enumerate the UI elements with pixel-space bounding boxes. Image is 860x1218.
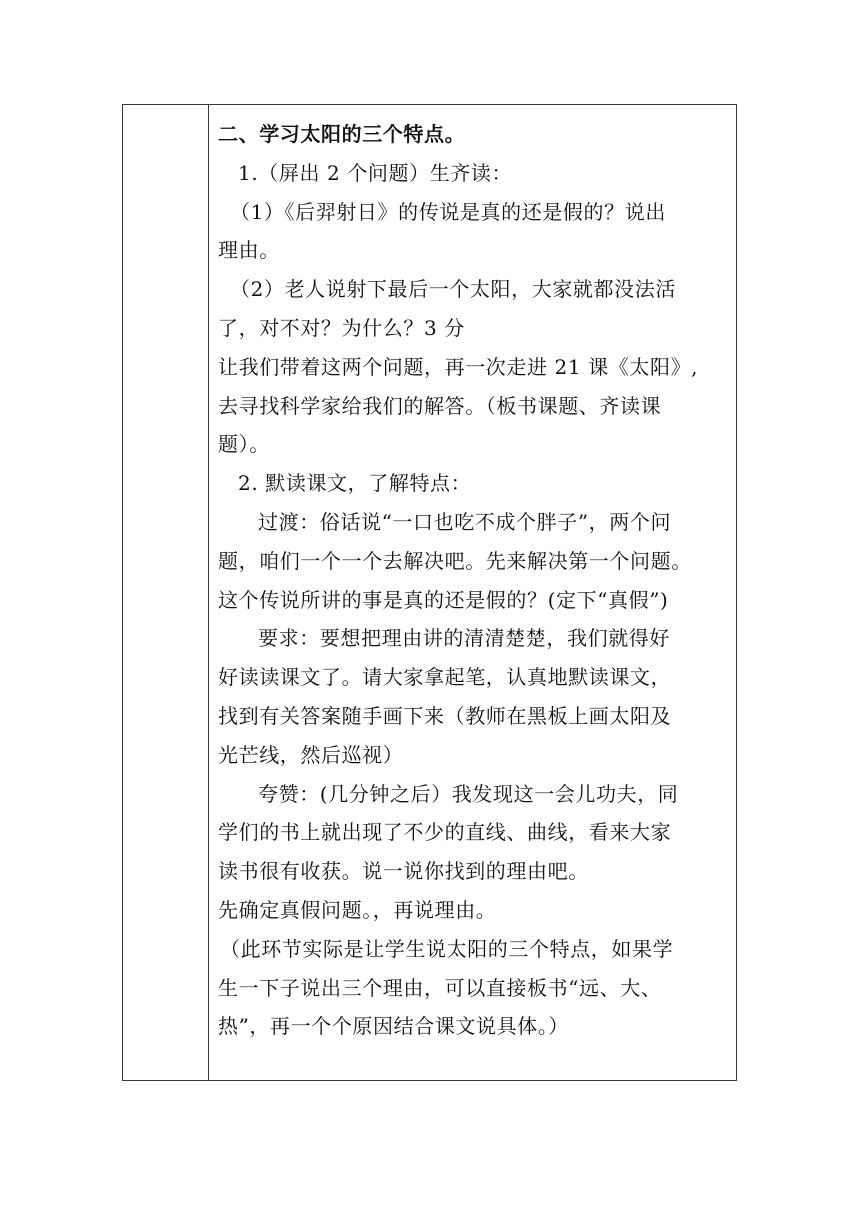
text-line: 热”，再一个个原因结合课文说具体。） [218, 1014, 570, 1039]
table-content-cell [209, 105, 736, 1080]
text-line: 这个传说所讲的事是真的还是假的？(定下“真假”) [218, 587, 669, 612]
text-line: 理由。 [218, 238, 280, 263]
text-line: 找到有关答案随手画下来（教师在黑板上画太阳及 [218, 703, 672, 728]
text-line: 夸赞：(几分钟之后）我发现这一会儿功夫，同 [258, 781, 679, 806]
text-line: 好读读课文了。请大家拿起笔，认真地默读课文， [218, 665, 672, 690]
text-line: 先确定真假问题。，再说理由。 [218, 897, 497, 922]
text-line: 要求：要想把理由讲的清清楚楚，我们就得好 [258, 626, 670, 651]
text-line: 生一下子说出三个理由，可以直接板书“远、大、 [218, 975, 662, 1000]
text-line: 去寻找科学家给我们的解答。（板书课题、齐读课 [218, 393, 662, 418]
text-line: 读书很有收获。说一说你找到的理由吧。 [218, 859, 589, 884]
text-line: 了，对不对？为什么？3 分 [218, 315, 465, 340]
table-left-column [123, 105, 209, 1080]
section-heading: 二、学习太阳的三个特点。 [218, 122, 466, 146]
text-line: 让我们带着这两个问题，再一次走进 21 课《太阳》, [218, 354, 699, 379]
text-line: （此环节实际是让学生说太阳的三个特点，如果学 [220, 936, 674, 961]
text-line: （1）《后羿射日》的传说是真的还是假的？说出 [230, 199, 666, 224]
text-line: 2. 默读课文，了解特点： [238, 471, 472, 496]
text-line: 题，咱们一个一个去解决吧。先来解决第一个问题。 [218, 548, 692, 573]
text-line: 题）。 [218, 432, 270, 457]
text-line: 1.（屏出 2 个问题）生齐读： [238, 160, 513, 185]
text-line: 过渡：俗话说“一口也吃不成个胖子”，两个问 [258, 509, 672, 534]
lesson-table [122, 104, 737, 1081]
text-line: 光芒线，然后巡视） [218, 742, 404, 767]
text-line: 学们的书上就出现了不少的直线、曲线，看来大家 [218, 820, 672, 845]
text-line: （2）老人说射下最后一个太阳，大家就都没法活 [230, 277, 676, 302]
